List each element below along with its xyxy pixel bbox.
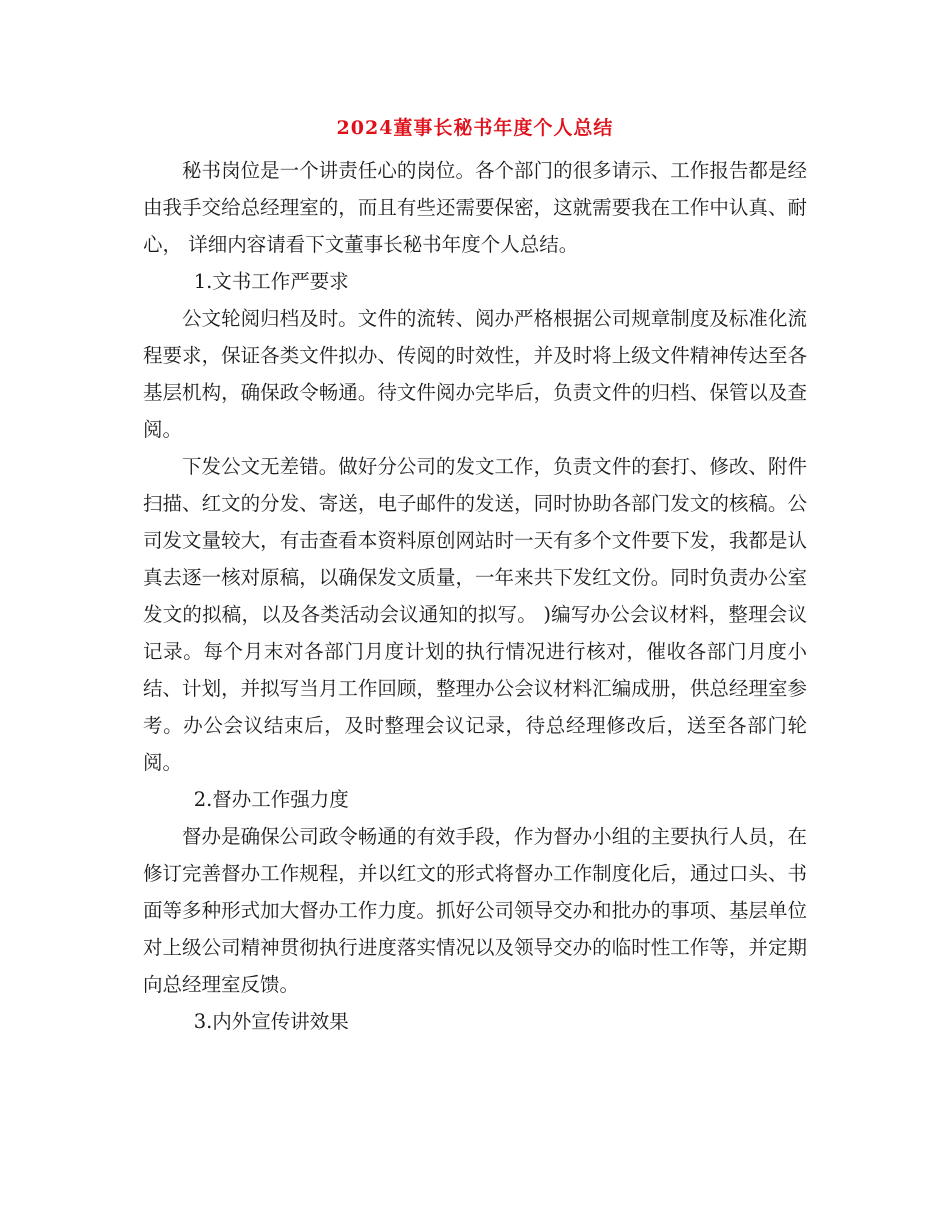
paragraph-intro: 秘书岗位是一个讲责任心的岗位。各个部门的很多请示、工作报告都是经由我手交给总经理室的，而且有些还需要保密，这就需要我在工作中认真、耐心， 详细内容请看下文董事长秘书年度个人总结。 — [143, 159, 807, 256]
paragraph-supervision: 督办是确保公司政令畅通的有效手段，作为督办小组的主要执行人员，在修订完善督办工作规程，并以红文的形式将督办工作制度化后，通过口头、书面等多种形式加大督办工作力度。抓好公司领导交办和批办的事项、基层单位对上级公司精神贯彻执行进度落实情况以及领导交办的临时性工作等，并定期向总经理室反馈。 — [143, 825, 807, 996]
section-heading-2: 2.督办工作强力度 — [193, 788, 349, 811]
section-heading-3: 3.内外宣传讲效果 — [193, 1010, 349, 1033]
section-heading-1: 1.文书工作严要求 — [193, 270, 349, 293]
document-body — [143, 152, 807, 1040]
paragraph-archiving: 公文轮阅归档及时。文件的流转、阅办严格根据公司规章制度及标准化流程要求，保证各类文件拟办、传阅的时效性，并及时将上级文件精神传达至各基层机构，确保政令畅通。待文件阅办完毕后，负责文件的归档、保管以及查阅。 — [143, 307, 807, 441]
document-title: 2024董事长秘书年度个人总结 — [336, 117, 614, 139]
paragraph-issuing: 下发公文无差错。做好分公司的发文工作，负责文件的套打、修改、附件扫描、红文的分发、寄送，电子邮件的发送，同时协助各部门发文的核稿。公司发文量较大，有击查看本资料原创网站时一天有多个文件要下发，我都是认真去逐一核对原稿，以确保发文质量，一年来共下发红文份。同时负责办公室发文的拟稿，以及各类活动会议通知的拟写。 )编写办公会议材料，整理会议记录。每个月末对各部门月度计划的执行情况进行核对，催收各部门月度小结、计划，并拟写当月工作回顾，整理办公会议材料汇编成册，供总经理室参考。办公会议结束后，及时整理会议记录，待总经理修改后，送至各部门轮阅。 — [143, 455, 807, 774]
